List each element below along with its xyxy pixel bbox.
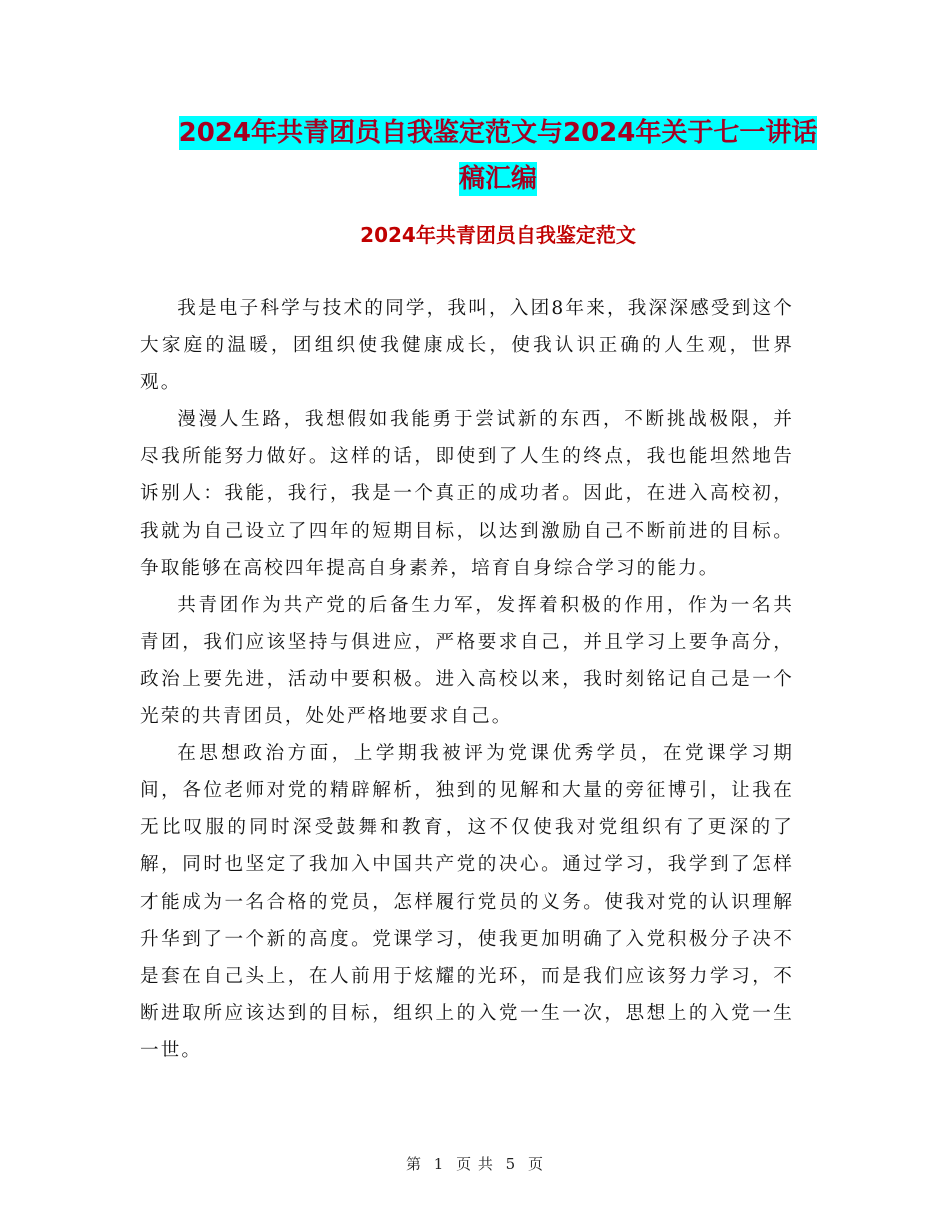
- paragraph: 漫漫人生路，我想假如我能勇于尝试新的东西，不断挑战极限，并尽我所能努力做好。这样的话，即使到了人生的终点，我也能坦然地告诉别人：我能，我行，我是一个真正的成功者。因此，在进入高校初，我就为自己设立了四年的短期目标，以达到激励自己不断前进的目标。争取能够在高校四年提高自身素养，培育自身综合学习的能力。: [140, 409, 794, 579]
- footer-suffix: 页: [528, 1155, 545, 1173]
- footer-middle: 页 共: [456, 1155, 494, 1173]
- footer-total-pages: 5: [505, 1155, 517, 1173]
- document-title-line2: 稿汇编: [458, 164, 537, 194]
- paragraph: 共青团作为共产党的后备生力军，发挥着积极的作用，作为一名共青团，我们应该坚持与俱进应，严格要求自己，并且学习上要争高分，政治上要先进，活动中要积极。进入高校以来，我时刻铭记自己是一个光荣的共青团员，处处严格地要求自己。: [140, 594, 794, 728]
- body-text: [140, 290, 794, 1069]
- paragraph: 我是电子科学与技术的同学，我叫，入团8年来，我深深感受到这个大家庭的温暖，团组织使我健康成长，使我认识正确的人生观，世界观。: [140, 298, 794, 394]
- page-footer: [0, 1153, 950, 1174]
- document-title: [140, 110, 856, 202]
- document-title-line1: 2024年共青团员自我鉴定范文与2024年关于七一讲话: [178, 118, 818, 148]
- paragraph: 在思想政治方面，上学期我被评为党课优秀学员，在党课学习期间，各位老师对党的精辟解析，独到的见解和大量的旁征博引，让我在无比叹服的同时深受鼓舞和教育，这不仅使我对党组织有了更深的了解，同时也坚定了我加入中国共产党的决心。通过学习，我学到了怎样才能成为一名合格的党员，怎样履行党员的义务。使我对党的认识理解升华到了一个新的高度。党课学习，使我更加明确了入党积极分子决不是套在自己头上，在人前用于炫耀的光环，而是我们应该努力学习，不断进取所应该达到的目标，组织上的入党一生一次，思想上的入党一生一世。: [140, 743, 794, 1061]
- section-title: 2024年共青团员自我鉴定范文: [360, 223, 636, 247]
- footer-prefix: 第: [405, 1155, 422, 1173]
- footer-page-number: 1: [433, 1155, 445, 1173]
